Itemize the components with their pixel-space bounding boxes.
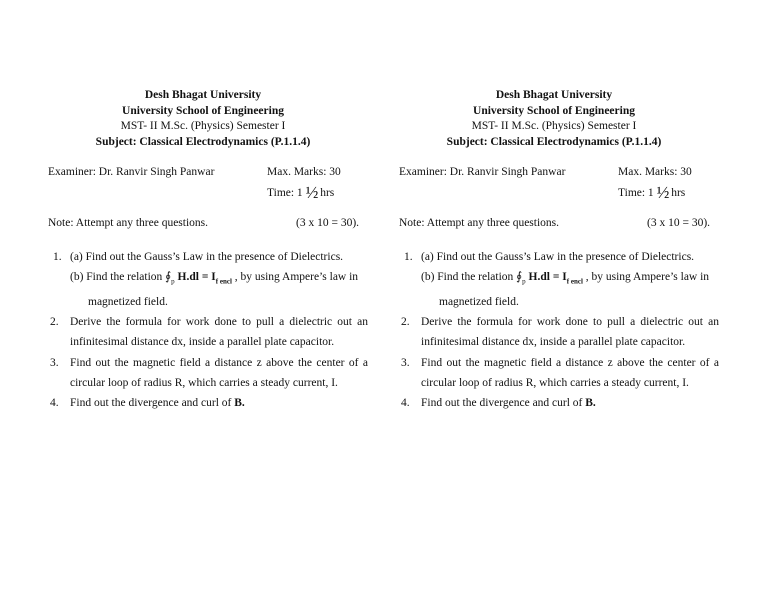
question-2-continued: infinitesimal distance dx, inside a parallel plate capacitor. bbox=[70, 336, 335, 349]
question-1b-continued: magnetized field. bbox=[88, 295, 168, 308]
question-3: 3. Find out the magnetic field a distance z above the center of a bbox=[50, 356, 368, 369]
question-1b: (b) Find the relation $∮_p$ $H.dl = I_{f encl}$ , by using Ampere’s law in bbox=[421, 271, 710, 286]
school-name: University School of Engineering bbox=[122, 104, 284, 117]
paper-header bbox=[389, 88, 719, 150]
marks-total: (3 x 10 = 30). bbox=[647, 217, 711, 229]
paper-copy-left bbox=[38, 88, 368, 410]
exam-time: Time: 1 ½ hrs bbox=[618, 183, 686, 202]
question-1a: 1. (a) Find out the Gauss’s Law in the presence of Dielectrics. bbox=[404, 251, 695, 263]
question-1a: 1. (a) Find out the Gauss’s Law in the presence of Dielectrics. bbox=[53, 251, 344, 263]
marks-total: (3 x 10 = 30). bbox=[296, 217, 360, 229]
exam-note: Note: Attempt any three questions. bbox=[48, 217, 209, 229]
question-2-continued: infinitesimal distance dx, inside a parallel plate capacitor. bbox=[421, 336, 686, 349]
exam-note: Note: Attempt any three questions. bbox=[399, 217, 560, 229]
paper-header bbox=[38, 88, 368, 150]
time-fraction: ½ bbox=[305, 183, 318, 202]
question-3-continued: circular loop of radius R, which carries a steady current, I. bbox=[421, 377, 689, 390]
max-marks: Max. Marks: 30 bbox=[267, 166, 341, 178]
max-marks: Max. Marks: 30 bbox=[618, 166, 692, 178]
question-1b: (b) Find the relation $∮_p$ $H.dl = I_{f encl}$ , by using Ampere’s law in bbox=[70, 271, 359, 286]
course-name: MST- II M.Sc. (Physics) Semester I bbox=[120, 120, 286, 132]
course-name: MST- II M.Sc. (Physics) Semester I bbox=[471, 120, 637, 132]
exam-time: Time: 1 ½ hrs bbox=[267, 183, 335, 202]
question-2: 2. Derive the formula for work done to pull a dielectric out an bbox=[401, 316, 719, 329]
examiner-name: Examiner: Dr. Ranvir Singh Panwar bbox=[48, 166, 215, 178]
paper-copy-right bbox=[389, 88, 719, 410]
question-list bbox=[38, 247, 368, 414]
question-list bbox=[389, 247, 719, 414]
time-fraction: ½ bbox=[656, 183, 669, 202]
question-3-continued: circular loop of radius R, which carries a steady current, I. bbox=[70, 377, 338, 390]
question-4: 4. Find out the divergence and curl of B. bbox=[50, 397, 245, 410]
question-3: 3. Find out the magnetic field a distance z above the center of a bbox=[401, 356, 719, 369]
question-4: 4. Find out the divergence and curl of B. bbox=[401, 397, 596, 410]
university-name: Desh Bhagat University bbox=[495, 89, 613, 101]
question-1b-continued: magnetized field. bbox=[439, 295, 519, 308]
subject-name: Subject: Classical Electrodynamics (P.1.1.4) bbox=[446, 135, 662, 148]
school-name: University School of Engineering bbox=[473, 104, 635, 117]
university-name: Desh Bhagat University bbox=[144, 89, 262, 101]
subject-name: Subject: Classical Electrodynamics (P.1.1.4) bbox=[95, 135, 311, 148]
examiner-name: Examiner: Dr. Ranvir Singh Panwar bbox=[399, 166, 566, 178]
question-2: 2. Derive the formula for work done to pull a dielectric out an bbox=[50, 316, 368, 329]
